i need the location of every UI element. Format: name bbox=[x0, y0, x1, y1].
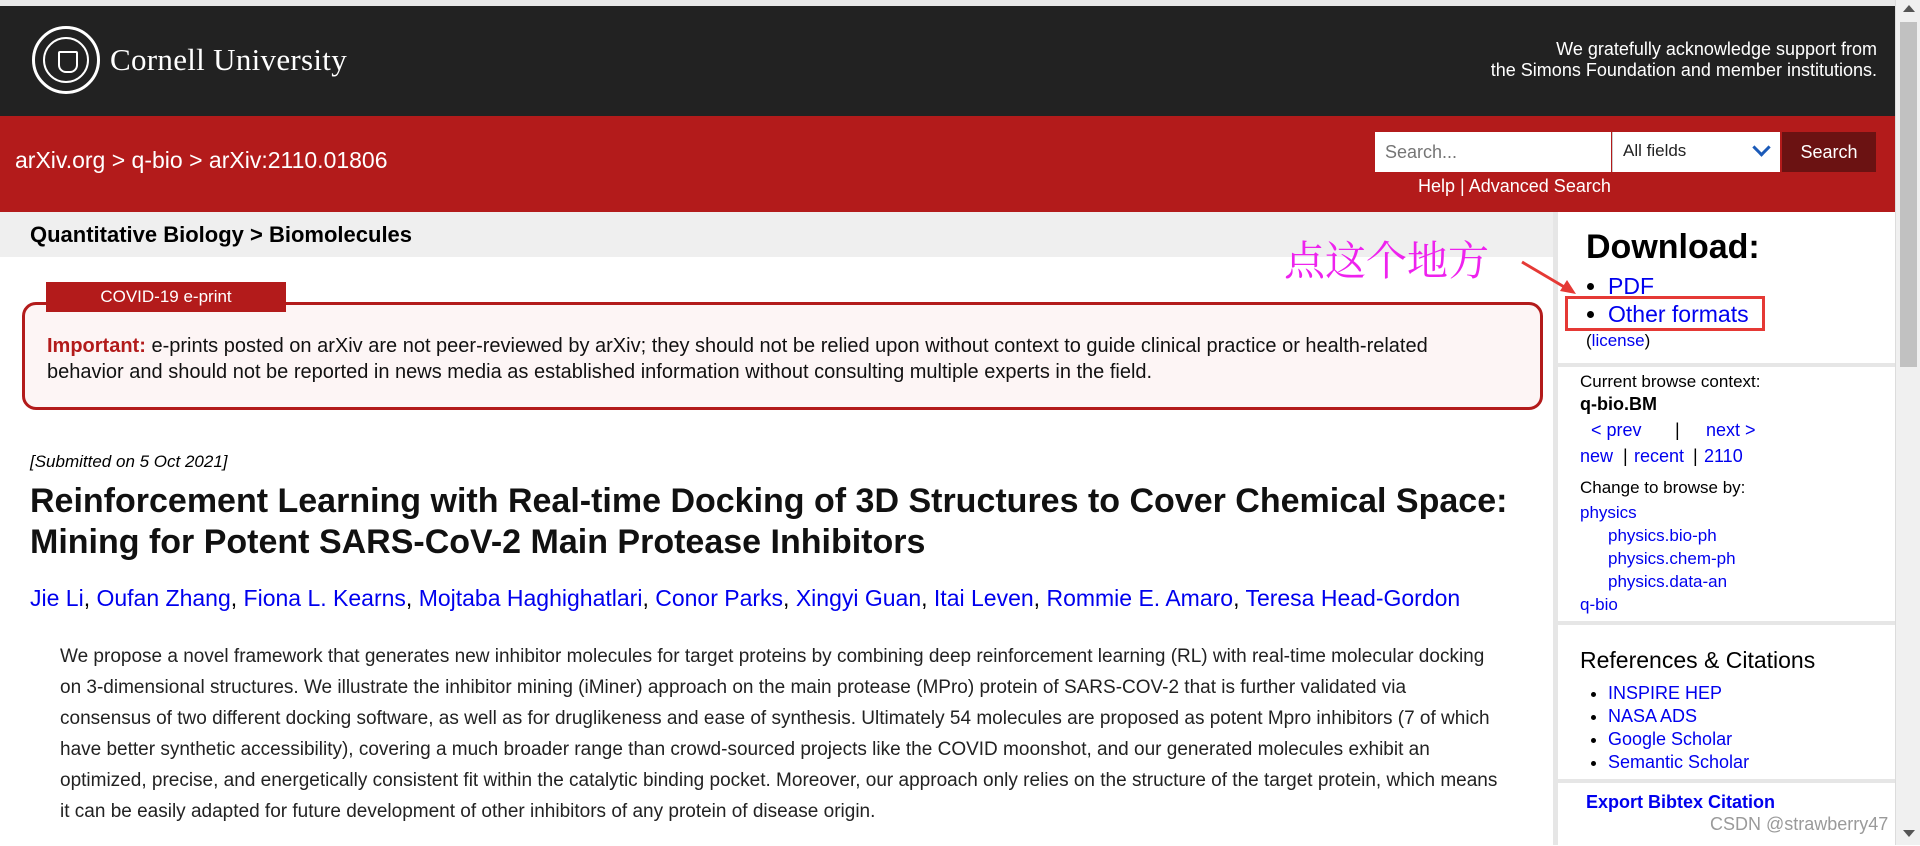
cornell-seal-logo[interactable] bbox=[32, 26, 100, 94]
scrollbar[interactable] bbox=[1895, 0, 1920, 845]
author-link[interactable]: Jie Li bbox=[30, 585, 84, 611]
month-link[interactable]: 2110 bbox=[1704, 446, 1743, 466]
other-formats-link[interactable]: Other formats bbox=[1608, 301, 1749, 327]
shield-icon bbox=[58, 51, 78, 73]
refs-list bbox=[1580, 682, 1749, 774]
download-section bbox=[1558, 212, 1895, 367]
license-paren-open: ( bbox=[1586, 331, 1592, 350]
author-link[interactable]: Mojtaba Haghighatlari bbox=[418, 585, 643, 611]
author-link[interactable]: Teresa Head-Gordon bbox=[1245, 585, 1461, 611]
browse-context-label: Current browse context: bbox=[1580, 372, 1761, 391]
breadcrumb-qbio[interactable]: q-bio bbox=[131, 147, 183, 173]
advanced-search-link[interactable]: Advanced Search bbox=[1468, 176, 1611, 196]
breadcrumb-paper[interactable]: arXiv:2110.01806 bbox=[208, 147, 388, 173]
cornell-name[interactable]: Cornell University bbox=[110, 42, 348, 77]
scroll-up-icon[interactable] bbox=[1903, 5, 1915, 12]
annotation-highlight-box bbox=[1565, 296, 1765, 331]
author-link[interactable]: Itai Leven bbox=[933, 585, 1034, 611]
arxiv-header bbox=[0, 116, 1895, 212]
license-paren-close: ) bbox=[1644, 331, 1651, 350]
author-link[interactable]: Xingyi Guan bbox=[795, 585, 922, 611]
watermark: CSDN @strawberry47 bbox=[1710, 814, 1889, 834]
scroll-down-icon[interactable] bbox=[1903, 830, 1915, 837]
divider bbox=[1558, 779, 1895, 783]
search-input[interactable] bbox=[1375, 132, 1611, 172]
nav-sep: | bbox=[1693, 446, 1698, 466]
seal-inner-ring bbox=[43, 37, 89, 83]
download-title: Download: bbox=[1586, 228, 1760, 266]
refs-title: References & Citations bbox=[1580, 647, 1816, 673]
prev-link[interactable]: < prev bbox=[1591, 420, 1642, 440]
cornell-banner bbox=[0, 6, 1895, 116]
ref-inspire-link[interactable]: INSPIRE HEP bbox=[1608, 683, 1723, 703]
nav-sep: | bbox=[1623, 446, 1628, 466]
ref-semantic-link[interactable]: Semantic Scholar bbox=[1608, 752, 1750, 772]
author-link[interactable]: Conor Parks bbox=[655, 585, 784, 611]
pdf-link[interactable]: PDF bbox=[1608, 273, 1654, 299]
chevron-down-icon bbox=[1752, 138, 1770, 156]
scroll-thumb[interactable] bbox=[1900, 22, 1917, 367]
ref-item bbox=[1608, 682, 1749, 705]
covid-notice bbox=[22, 302, 1543, 410]
next-link[interactable]: next > bbox=[1706, 420, 1756, 440]
paper-title: Reinforcement Learning with Real-time Docking of 3D Structures to Cover Chemical Space: Mining for Potent SARS-CoV-2 Main Protease Inhibitors bbox=[30, 482, 1508, 561]
important-label: Important: bbox=[47, 335, 146, 357]
ack-line-2: the Simons Foundation and member institutions. bbox=[1490, 60, 1877, 80]
search-field-select[interactable] bbox=[1612, 132, 1780, 172]
ref-item bbox=[1608, 751, 1749, 774]
help-sep: | bbox=[1460, 176, 1465, 196]
author-link[interactable]: Rommie E. Amaro bbox=[1046, 585, 1234, 611]
ref-nasa-link[interactable]: NASA ADS bbox=[1608, 706, 1698, 726]
browse-physics-data-an[interactable]: physics.data-an bbox=[1608, 572, 1728, 591]
help-links bbox=[1418, 176, 1611, 197]
annotation-text: 点这个地方 bbox=[1284, 237, 1489, 285]
license bbox=[1586, 331, 1650, 351]
breadcrumb-arxiv[interactable]: arXiv.org bbox=[15, 147, 106, 173]
recent-link[interactable]: recent bbox=[1634, 446, 1685, 466]
search-button[interactable]: Search bbox=[1782, 132, 1876, 172]
ref-item bbox=[1608, 705, 1749, 728]
ref-google-link[interactable]: Google Scholar bbox=[1608, 729, 1733, 749]
acknowledgement bbox=[1491, 39, 1877, 81]
annotation-arrow-icon bbox=[1520, 258, 1580, 298]
ref-item bbox=[1608, 728, 1749, 751]
covid-tab: COVID-19 e-print bbox=[46, 282, 286, 312]
breadcrumb-sep: > bbox=[111, 147, 126, 173]
new-link[interactable]: new bbox=[1580, 446, 1614, 466]
browse-context-value: q-bio.BM bbox=[1580, 394, 1657, 414]
browse-physics-bio-ph[interactable]: physics.bio-ph bbox=[1608, 526, 1717, 545]
help-link[interactable]: Help bbox=[1418, 176, 1456, 196]
browse-q-bio[interactable]: q-bio bbox=[1580, 595, 1618, 614]
subject-heading: Quantitative Biology > Biomolecules bbox=[30, 222, 413, 247]
author-link[interactable]: Fiona L. Kearns bbox=[243, 585, 406, 611]
author-list: Jie Li, Oufan Zhang, Fiona L. Kearns, Mojtaba Haghighatlari, Conor Parks, Xingyi Guan, Itai Leven, Rommie E. Amaro, Teresa Head-Gordon bbox=[30, 585, 1461, 611]
covid-message: e-prints posted on arXiv are not peer-reviewed by arXiv; they should not be relied upon without context to guide clinical practice or health-related behavior and should not be reported in news media as established information without consulting multiple experts in the field. bbox=[47, 335, 1428, 383]
prev-next-sep: | bbox=[1675, 420, 1680, 440]
ack-line-1: We gratefully acknowledge support from bbox=[1556, 39, 1877, 59]
breadcrumb bbox=[15, 147, 388, 174]
license-link[interactable]: license bbox=[1591, 331, 1645, 350]
divider bbox=[1558, 621, 1895, 625]
bibtex-link[interactable]: Export Bibtex Citation bbox=[1586, 792, 1776, 812]
abstract: We propose a novel framework that generates new inhibitor molecules for target proteins by combining deep reinforcement learning (RL) with real-time molecular docking on 3-dimensional structures. We illustrate the inhibitor mining (iMiner) approach on the main protease (MPro) protein of SARS-COV-2 that is further validated via consensus of two different docking software, as well as for druglikeness and ease of synthesis. Ultimately 54 molecules are proposed as potent Mpro inhibitors (7 of which have better synthetic accessibility), covering a much broader range than crowd-sourced projects like the COVID moonshot, and our generated molecules exhibit an optimized, precise, and energetically consistent fit within the catalytic binding pocket. Moreover, our approach only relies on the structure of the target protein, which means it can be easily adapted for future development of other inhibitors of any protein of disease origin. bbox=[60, 646, 1498, 822]
browse-physics[interactable]: physics bbox=[1580, 503, 1637, 522]
submitted-date: [Submitted on 5 Oct 2021] bbox=[30, 452, 228, 471]
search-field-value: All fields bbox=[1623, 141, 1687, 160]
breadcrumb-sep: > bbox=[189, 147, 203, 173]
author-link[interactable]: Oufan Zhang bbox=[96, 585, 231, 611]
change-browse-label: Change to browse by: bbox=[1580, 478, 1746, 497]
covid-notice-text bbox=[47, 333, 1507, 385]
browse-physics-chem-ph[interactable]: physics.chem-ph bbox=[1608, 549, 1736, 568]
browse-section bbox=[1558, 367, 1895, 846]
